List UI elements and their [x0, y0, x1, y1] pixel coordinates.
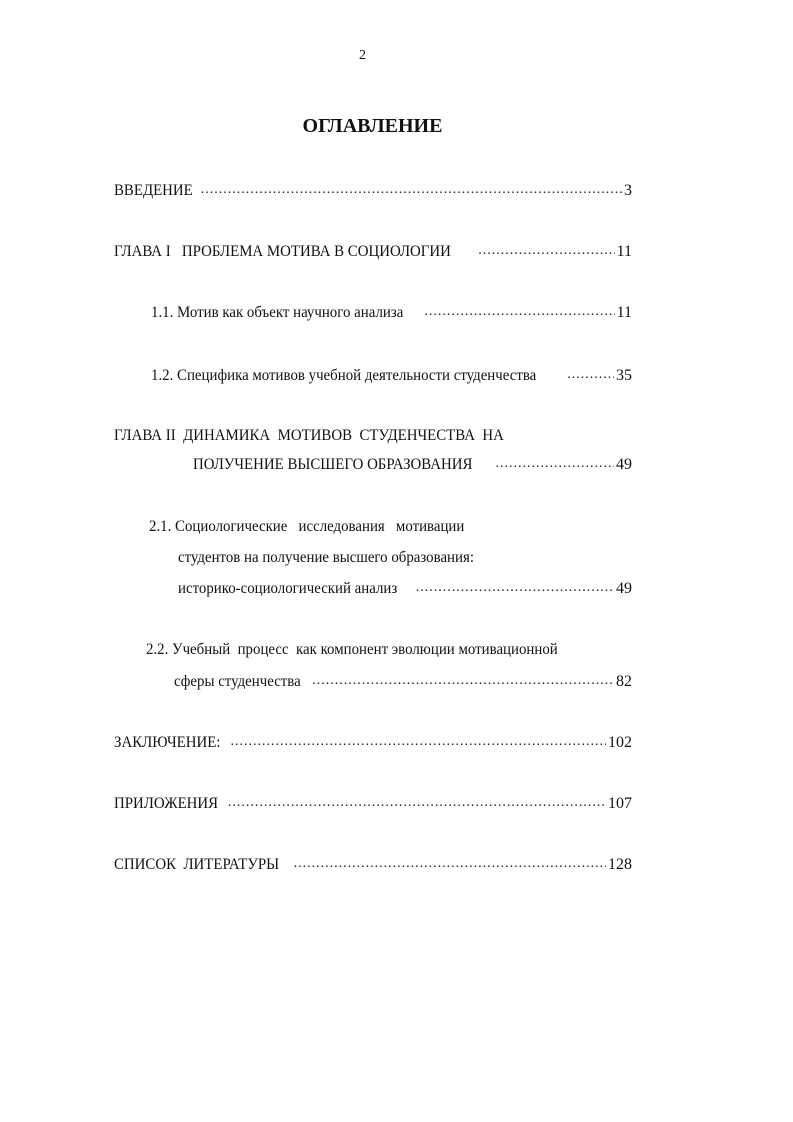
toc-leader-dots	[495, 453, 614, 474]
toc-leader-dots	[312, 670, 614, 691]
toc-leader-dots	[478, 240, 614, 261]
toc-entry-label: ЗАКЛЮЧЕНИЕ:	[114, 734, 221, 751]
toc-entry-page: 3	[624, 182, 632, 199]
toc-leader-dots	[424, 301, 614, 322]
toc-entry-page: 49	[616, 580, 632, 597]
toc-entry-page: 102	[608, 734, 632, 751]
toc-entry-chapter-2	[193, 455, 632, 476]
toc-entry-label: ПРИЛОЖЕНИЯ	[114, 795, 219, 812]
toc-entry-page: 107	[608, 795, 632, 812]
toc-entry-page: 82	[616, 673, 632, 690]
toc-entry-page: 11	[616, 243, 632, 260]
toc-entry-section-2-1-line-1: 2.1. Социологические исследования мотивации	[149, 518, 465, 535]
toc-entry-label: историко-социологический анализ	[178, 580, 398, 597]
toc-entry-chapter-1	[114, 242, 632, 263]
toc-entry-page: 35	[616, 367, 632, 384]
toc-entry-label: ВВЕДЕНИЕ	[114, 182, 193, 199]
toc-entry-section-2-1-line-2: студентов на получение высшего образования:	[178, 549, 474, 566]
toc-entry-appendices	[114, 794, 632, 815]
toc-leader-dots	[201, 179, 622, 200]
toc-title: ОГЛАВЛЕНИЕ	[302, 115, 443, 137]
toc-entry-section-2-2	[174, 672, 632, 693]
toc-entry-label: 1.2. Специфика мотивов учебной деятельности студенчества	[151, 367, 537, 384]
page-number: 2	[359, 48, 366, 63]
toc-entry-section-1-1	[151, 303, 632, 324]
toc-entry-section-2-1	[178, 579, 632, 600]
toc-leader-dots	[294, 853, 606, 874]
toc-entry-conclusion	[114, 733, 632, 754]
toc-entry-label: ПОЛУЧЕНИЕ ВЫСШЕГО ОБРАЗОВАНИЯ	[193, 456, 473, 473]
toc-entry-introduction	[114, 181, 632, 202]
toc-entry-label: сферы студенчества	[174, 673, 301, 690]
toc-entry-references	[114, 855, 632, 876]
toc-leader-dots	[228, 792, 606, 813]
toc-entry-section-1-2	[151, 366, 632, 387]
toc-entry-chapter-2-line-1: ГЛАВА II ДИНАМИКА МОТИВОВ СТУДЕНЧЕСТВА НА	[114, 427, 504, 444]
toc-entry-page: 11	[616, 304, 632, 321]
toc-entry-page: 49	[616, 456, 632, 473]
toc-entry-section-2-2-line-1: 2.2. Учебный процесс как компонент эволюции мотивационной	[146, 641, 558, 658]
toc-entry-label: ГЛАВА I ПРОБЛЕМА МОТИВА В СОЦИОЛОГИИ	[114, 243, 451, 260]
toc-entry-label: 1.1. Мотив как объект научного анализа	[151, 304, 404, 321]
toc-entry-label: СПИСОК ЛИТЕРАТУРЫ	[114, 856, 280, 873]
toc-entry-page: 128	[608, 856, 632, 873]
toc-leader-dots	[416, 577, 614, 598]
toc-leader-dots	[567, 364, 614, 385]
toc-leader-dots	[230, 731, 606, 752]
